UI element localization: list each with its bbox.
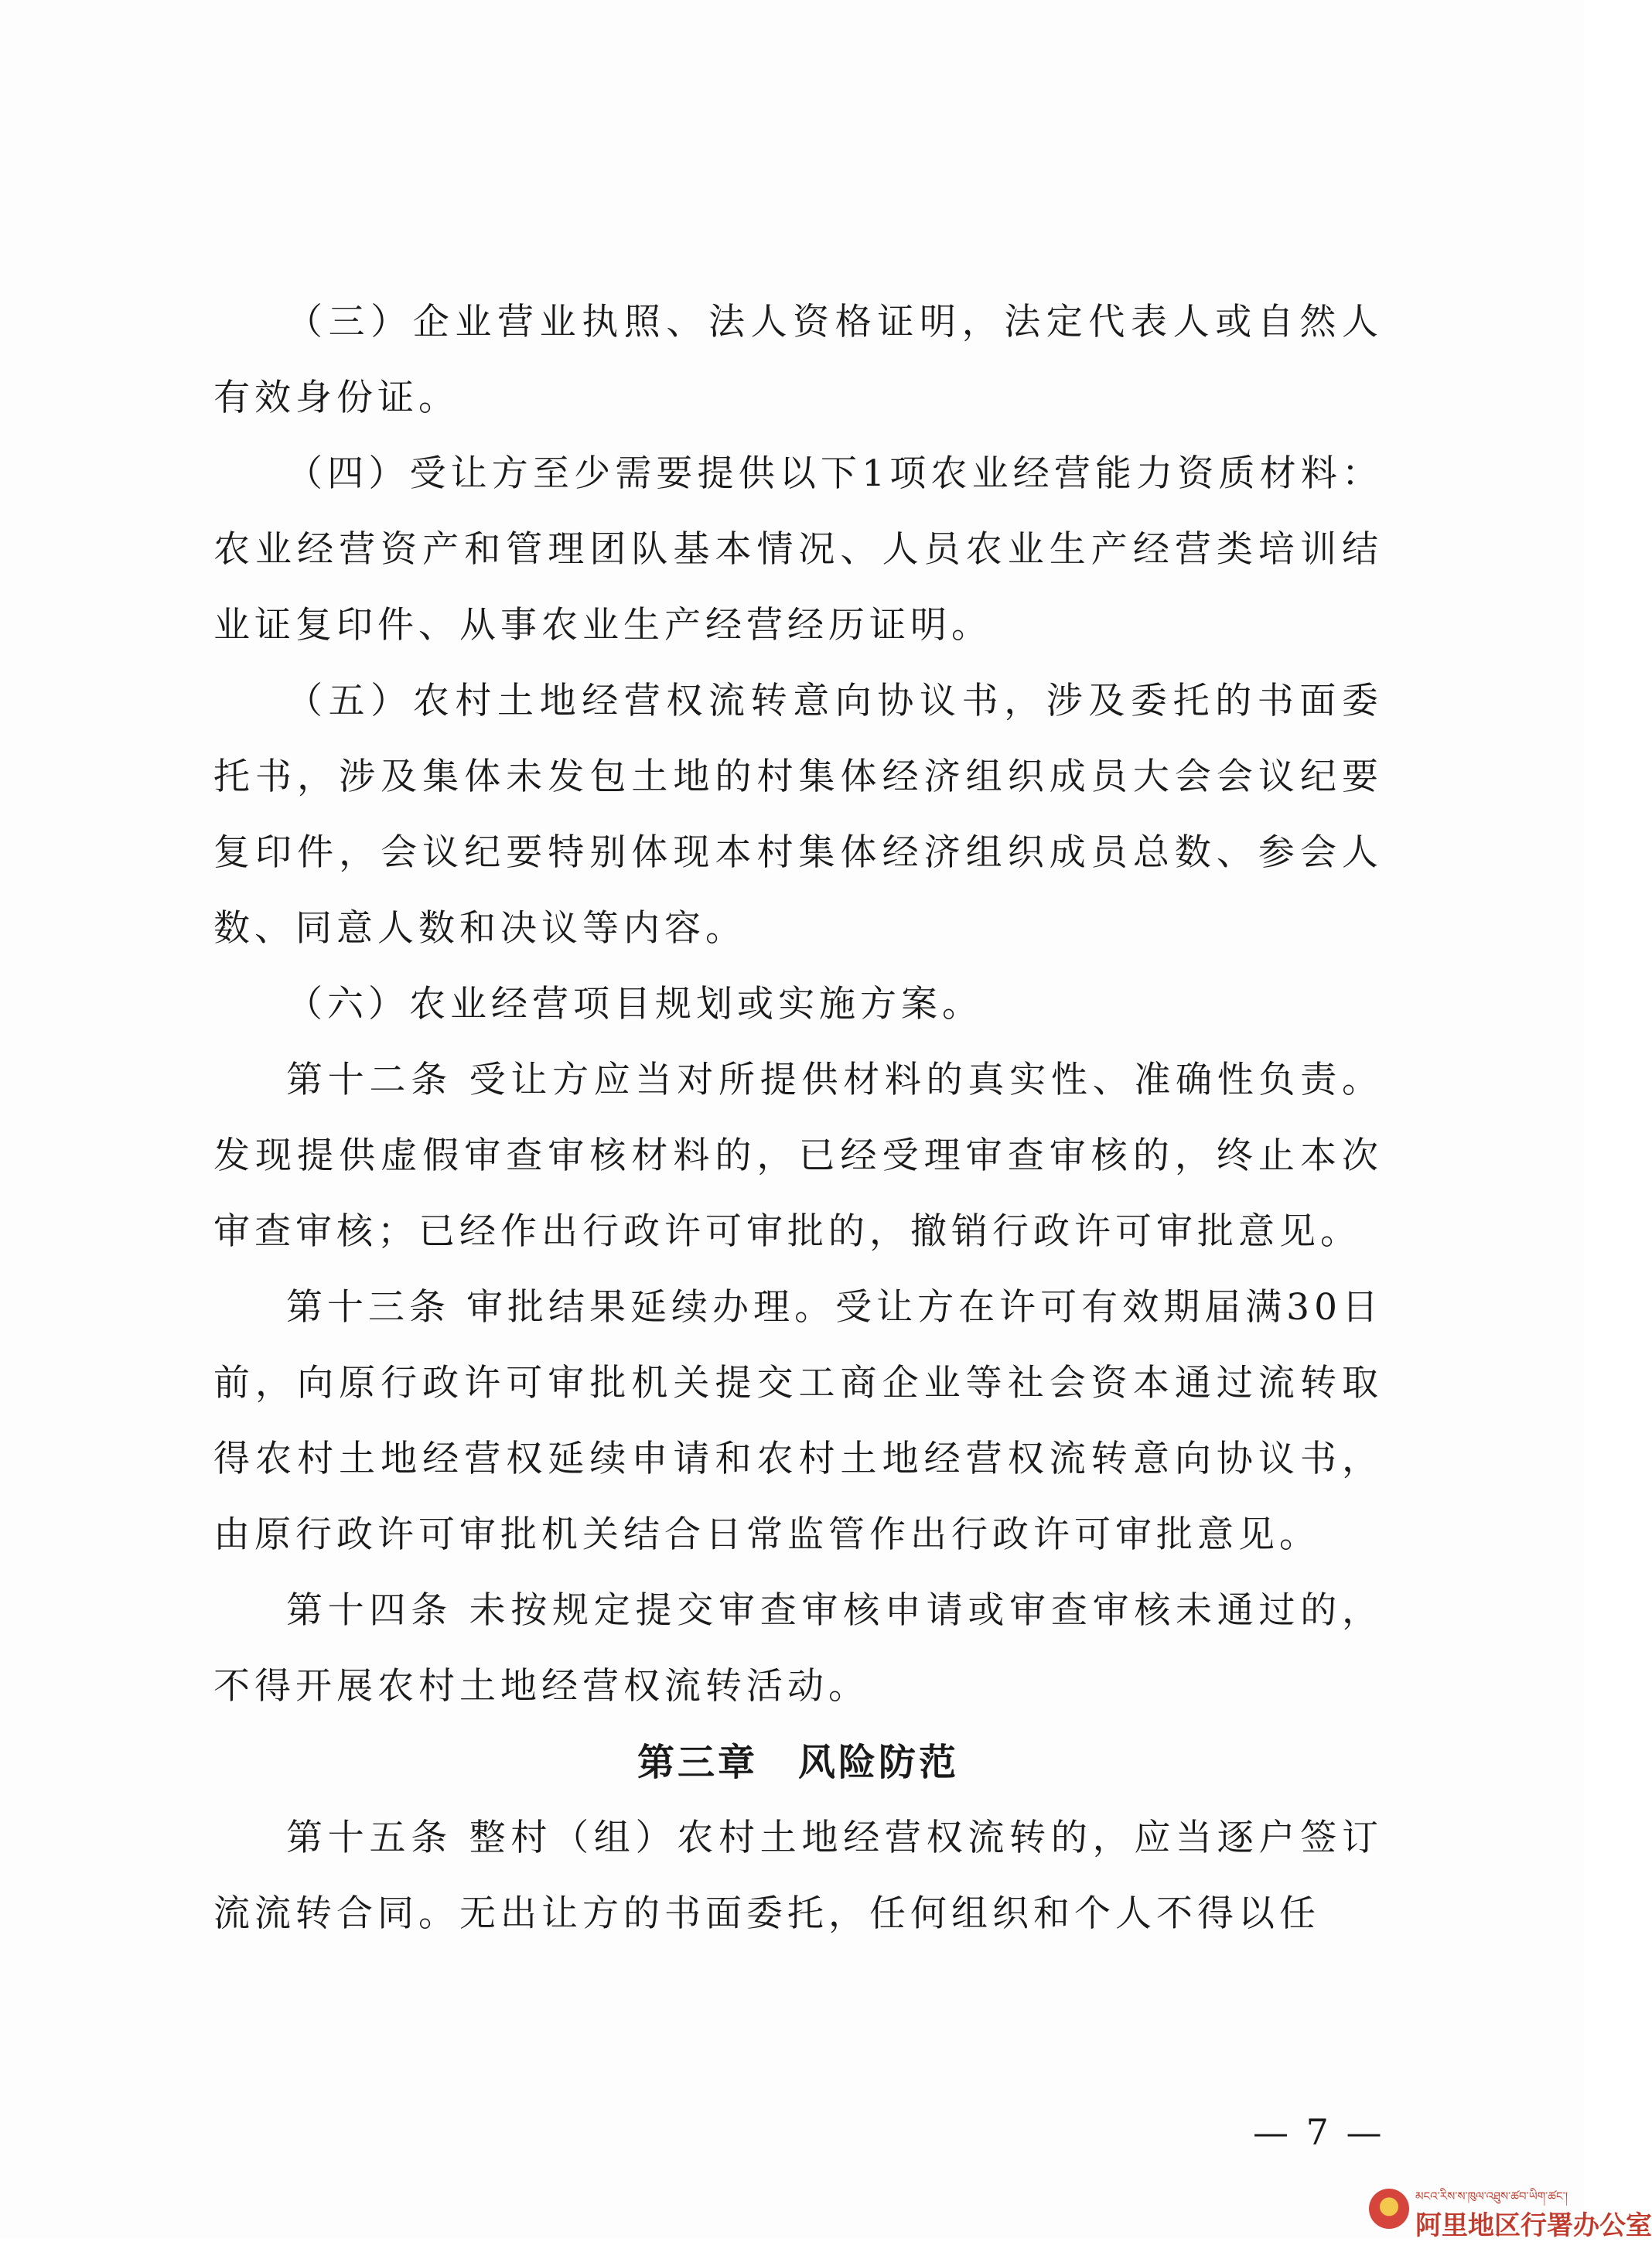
office-watermark bbox=[1369, 2179, 1652, 2241]
article-14: 第十四条 未按规定提交审查审核申请或审查审核未通过的，不得开展农村土地经营权流转活动。 bbox=[213, 1589, 1383, 1708]
paragraph-item-6: （六）农业经营项目规划或实施方案。 bbox=[286, 983, 983, 1025]
page-number: — 7 — bbox=[1253, 2111, 1385, 2153]
chapter-heading: 第三章 风险防范 bbox=[637, 1741, 959, 1784]
emblem-icon bbox=[1369, 2189, 1409, 2229]
paragraph-item-3: （三）企业营业执照、法人资格证明，法定代表人或自然人有效身份证。 bbox=[213, 301, 1383, 419]
article-12: 第十二条 受让方应当对所提供材料的真实性、准确性负责。发现提供虚假审查审核材料的，已经受理审查审核的，终止本次审查审核；已经作出行政许可审批的，撤销行政许可审批意见。 bbox=[213, 1059, 1383, 1253]
paragraph-item-5: （五）农村土地经营权流转意向协议书，涉及委托的书面委托书，涉及集体未发包土地的村集体经济组织成员大会会议纪要复印件，会议纪要特别体现本村集体经济组织成员总数、参会人数、同意人数和决议等内容。 bbox=[213, 680, 1383, 950]
document-body bbox=[213, 285, 1383, 1952]
watermark-office-name: 阿里地区行署办公室 bbox=[1415, 2210, 1652, 2241]
paragraph-item-4: （四）受让方至少需要提供以下1项农业经营能力资质材料：农业经营资产和管理团队基本情况、人员农业生产经营类培训结业证复印件、从事农业生产经营经历证明。 bbox=[213, 452, 1383, 647]
watermark-tibetan-text: མངའ་རིས་ས་ཁུལ་འཐུས་ཚབ་ཡིག་ཚང་། bbox=[1415, 2189, 1568, 2203]
article-13: 第十三条 审批结果延续办理。受让方在许可有效期届满30日前，向原行政许可审批机关提交工商企业等社会资本通过流转取得农村土地经营权延续申请和农村土地经营权流转意向协议书，由原行政许可审批机关结合日常监管作出行政许可审批意见。 bbox=[213, 1286, 1383, 1556]
article-15: 第十五条 整村（组）农村土地经营权流转的，应当逐户签订流流转合同。无出让方的书面委托，任何组织和个人不得以任 bbox=[213, 1817, 1383, 1935]
